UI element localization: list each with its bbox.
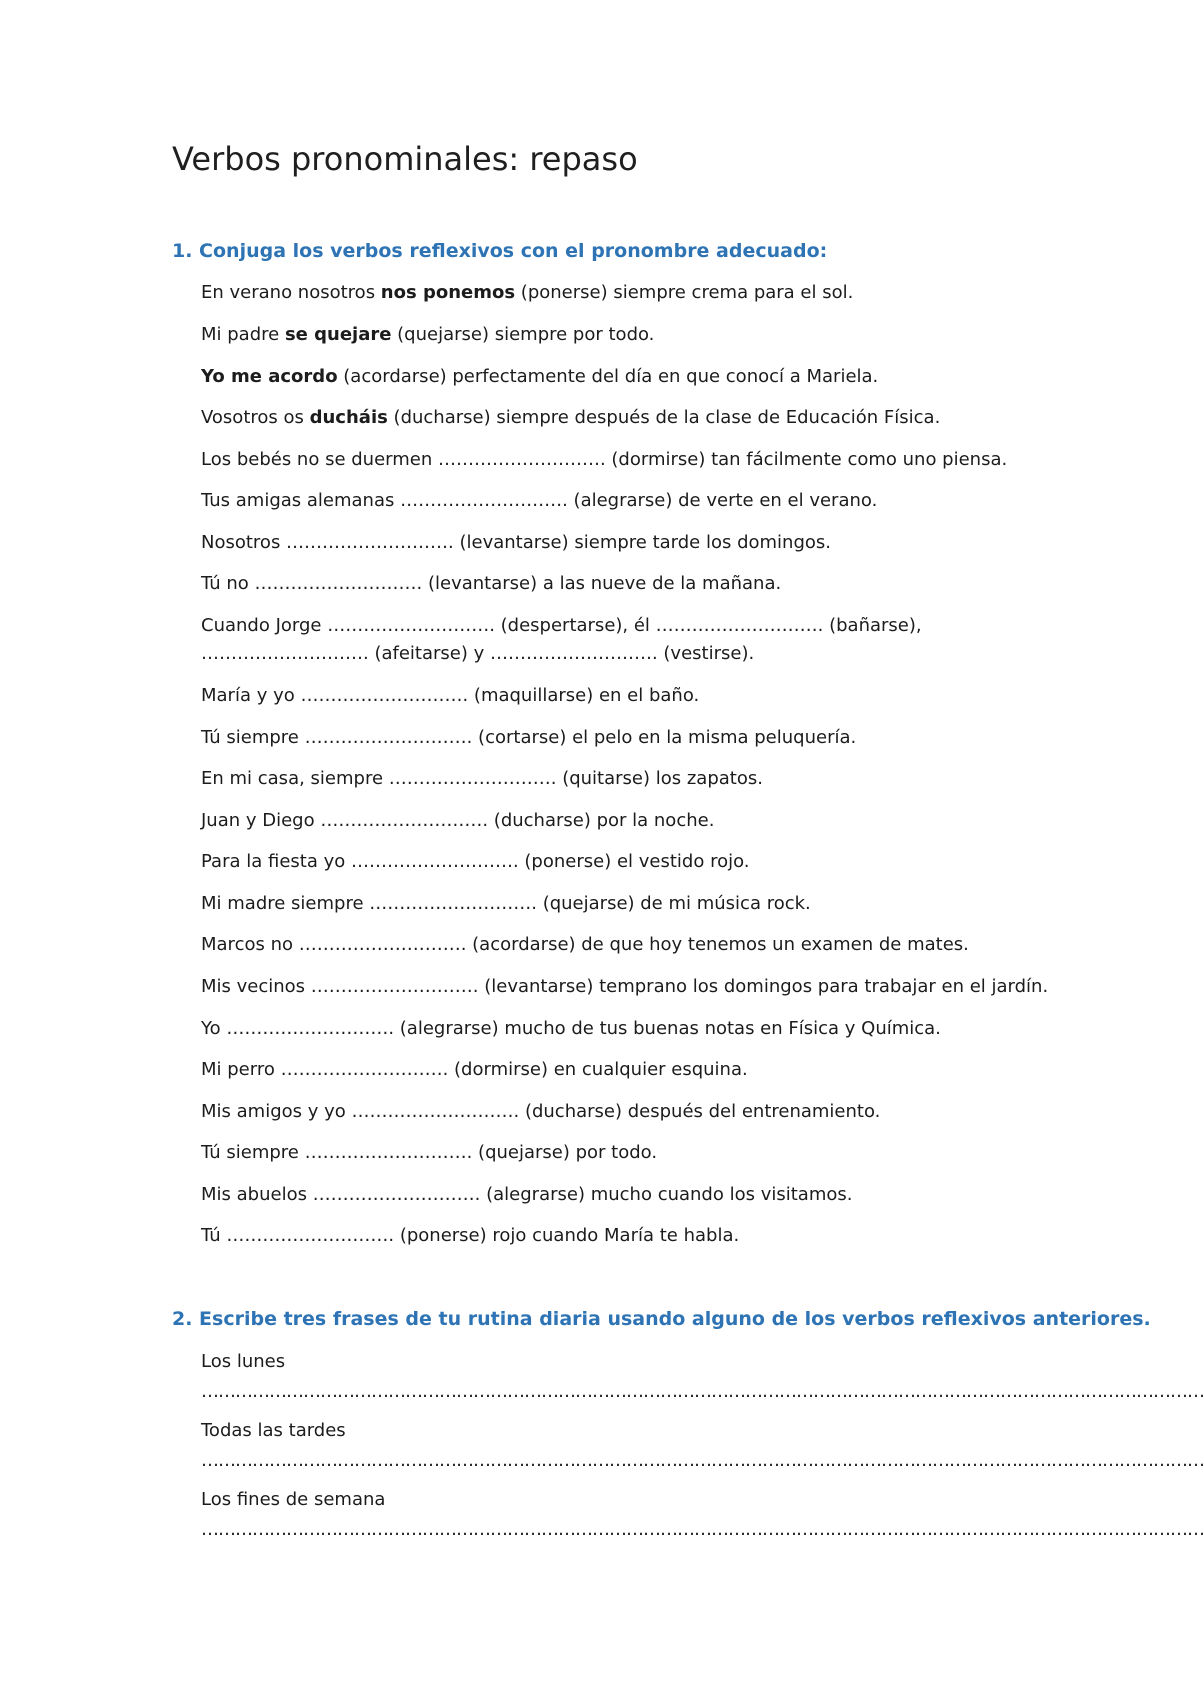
page-title: Verbos pronominales: repaso xyxy=(172,140,638,178)
exercise-item[interactable]: Mis amigos y yo ………………………. (ducharse) después del entrenamiento. xyxy=(201,1101,881,1122)
exercise-item[interactable]: Para la fiesta yo ………………………. (ponerse) el vestido rojo. xyxy=(201,851,750,872)
answer-line[interactable]: …………………………………………………………………………………………………………………………………………………………… xyxy=(201,1519,1204,1540)
exercise-item[interactable]: En mi casa, siempre ………………………. (quitarse) los zapatos. xyxy=(201,768,763,789)
exercise-item[interactable]: Tú siempre ………………………. (quejarse) por todo. xyxy=(201,1142,658,1163)
example-sentence: Mi padre se quejare (quejarse) siempre por todo. xyxy=(201,324,655,345)
exercise-1-heading: 1. Conjuga los verbos reflexivos con el pronombre adecuado: xyxy=(172,240,828,262)
exercise-item[interactable]: Los bebés no se duermen ………………………. (dormirse) tan fácilmente como uno piensa. xyxy=(201,449,1008,470)
exercise-item[interactable]: Juan y Diego ………………………. (ducharse) por la noche. xyxy=(201,810,715,831)
answer-line[interactable]: …………………………………………………………………………………………………………………………………………………………… xyxy=(201,1450,1204,1471)
exercise-2-heading: 2. Escribe tres frases de tu rutina diaria usando alguno de los verbos reflexivos anteriores. xyxy=(172,1308,1151,1330)
routine-prompt: Los lunes xyxy=(201,1351,286,1372)
exercise-item[interactable]: Tus amigas alemanas ………………………. (alegrarse) de verte en el verano. xyxy=(201,490,878,511)
exercise-item[interactable]: Mi perro ………………………. (dormirse) en cualquier esquina. xyxy=(201,1059,748,1080)
routine-prompt: Todas las tardes xyxy=(201,1420,346,1441)
routine-prompt: Los fines de semana xyxy=(201,1489,386,1510)
exercise-item[interactable]: María y yo ………………………. (maquillarse) en el baño. xyxy=(201,685,700,706)
example-answer: ducháis xyxy=(309,407,388,428)
exercise-item[interactable]: Marcos no ………………………. (acordarse) de que hoy tenemos un examen de mates. xyxy=(201,934,969,955)
example-answer: Yo me acordo xyxy=(201,366,338,387)
exercise-item[interactable]: Mis vecinos ………………………. (levantarse) temprano los domingos para trabajar en el jardín. xyxy=(201,976,1049,997)
exercise-item[interactable]: Nosotros ………………………. (levantarse) siempre tarde los domingos. xyxy=(201,532,831,553)
exercise-item[interactable]: Mis abuelos ………………………. (alegrarse) mucho cuando los visitamos. xyxy=(201,1184,853,1205)
example-answer: nos ponemos xyxy=(380,282,516,303)
exercise-item[interactable]: Tú no ………………………. (levantarse) a las nueve de la mañana. xyxy=(201,573,782,594)
exercise-item[interactable]: Mi madre siempre ………………………. (quejarse) de mi música rock. xyxy=(201,893,811,914)
exercise-item[interactable]: Tú siempre ………………………. (cortarse) el pelo en la misma peluquería. xyxy=(201,727,857,748)
answer-line[interactable]: …………………………………………………………………………………………………………………………………………………………… xyxy=(201,1381,1204,1402)
example-sentence: En verano nosotros nos ponemos (ponerse) siempre crema para el sol. xyxy=(201,282,854,303)
exercise-item[interactable]: Yo ………………………. (alegrarse) mucho de tus buenas notas en Física y Química. xyxy=(201,1018,941,1039)
exercise-item[interactable]: Tú ………………………. (ponerse) rojo cuando María te habla. xyxy=(201,1225,740,1246)
example-sentence: Yo me acordo (acordarse) perfectamente del día en que conocí a Mariela. xyxy=(201,366,879,387)
example-sentence: Vosotros os ducháis (ducharse) siempre después de la clase de Educación Física. xyxy=(201,407,941,428)
exercise-item[interactable]: Cuando Jorge ………………………. (despertarse), él ………………………. (bañarse), ………………………. (afeitarse) y ………………………. (vestirse). xyxy=(201,615,922,664)
example-answer: se quejare xyxy=(284,324,392,345)
